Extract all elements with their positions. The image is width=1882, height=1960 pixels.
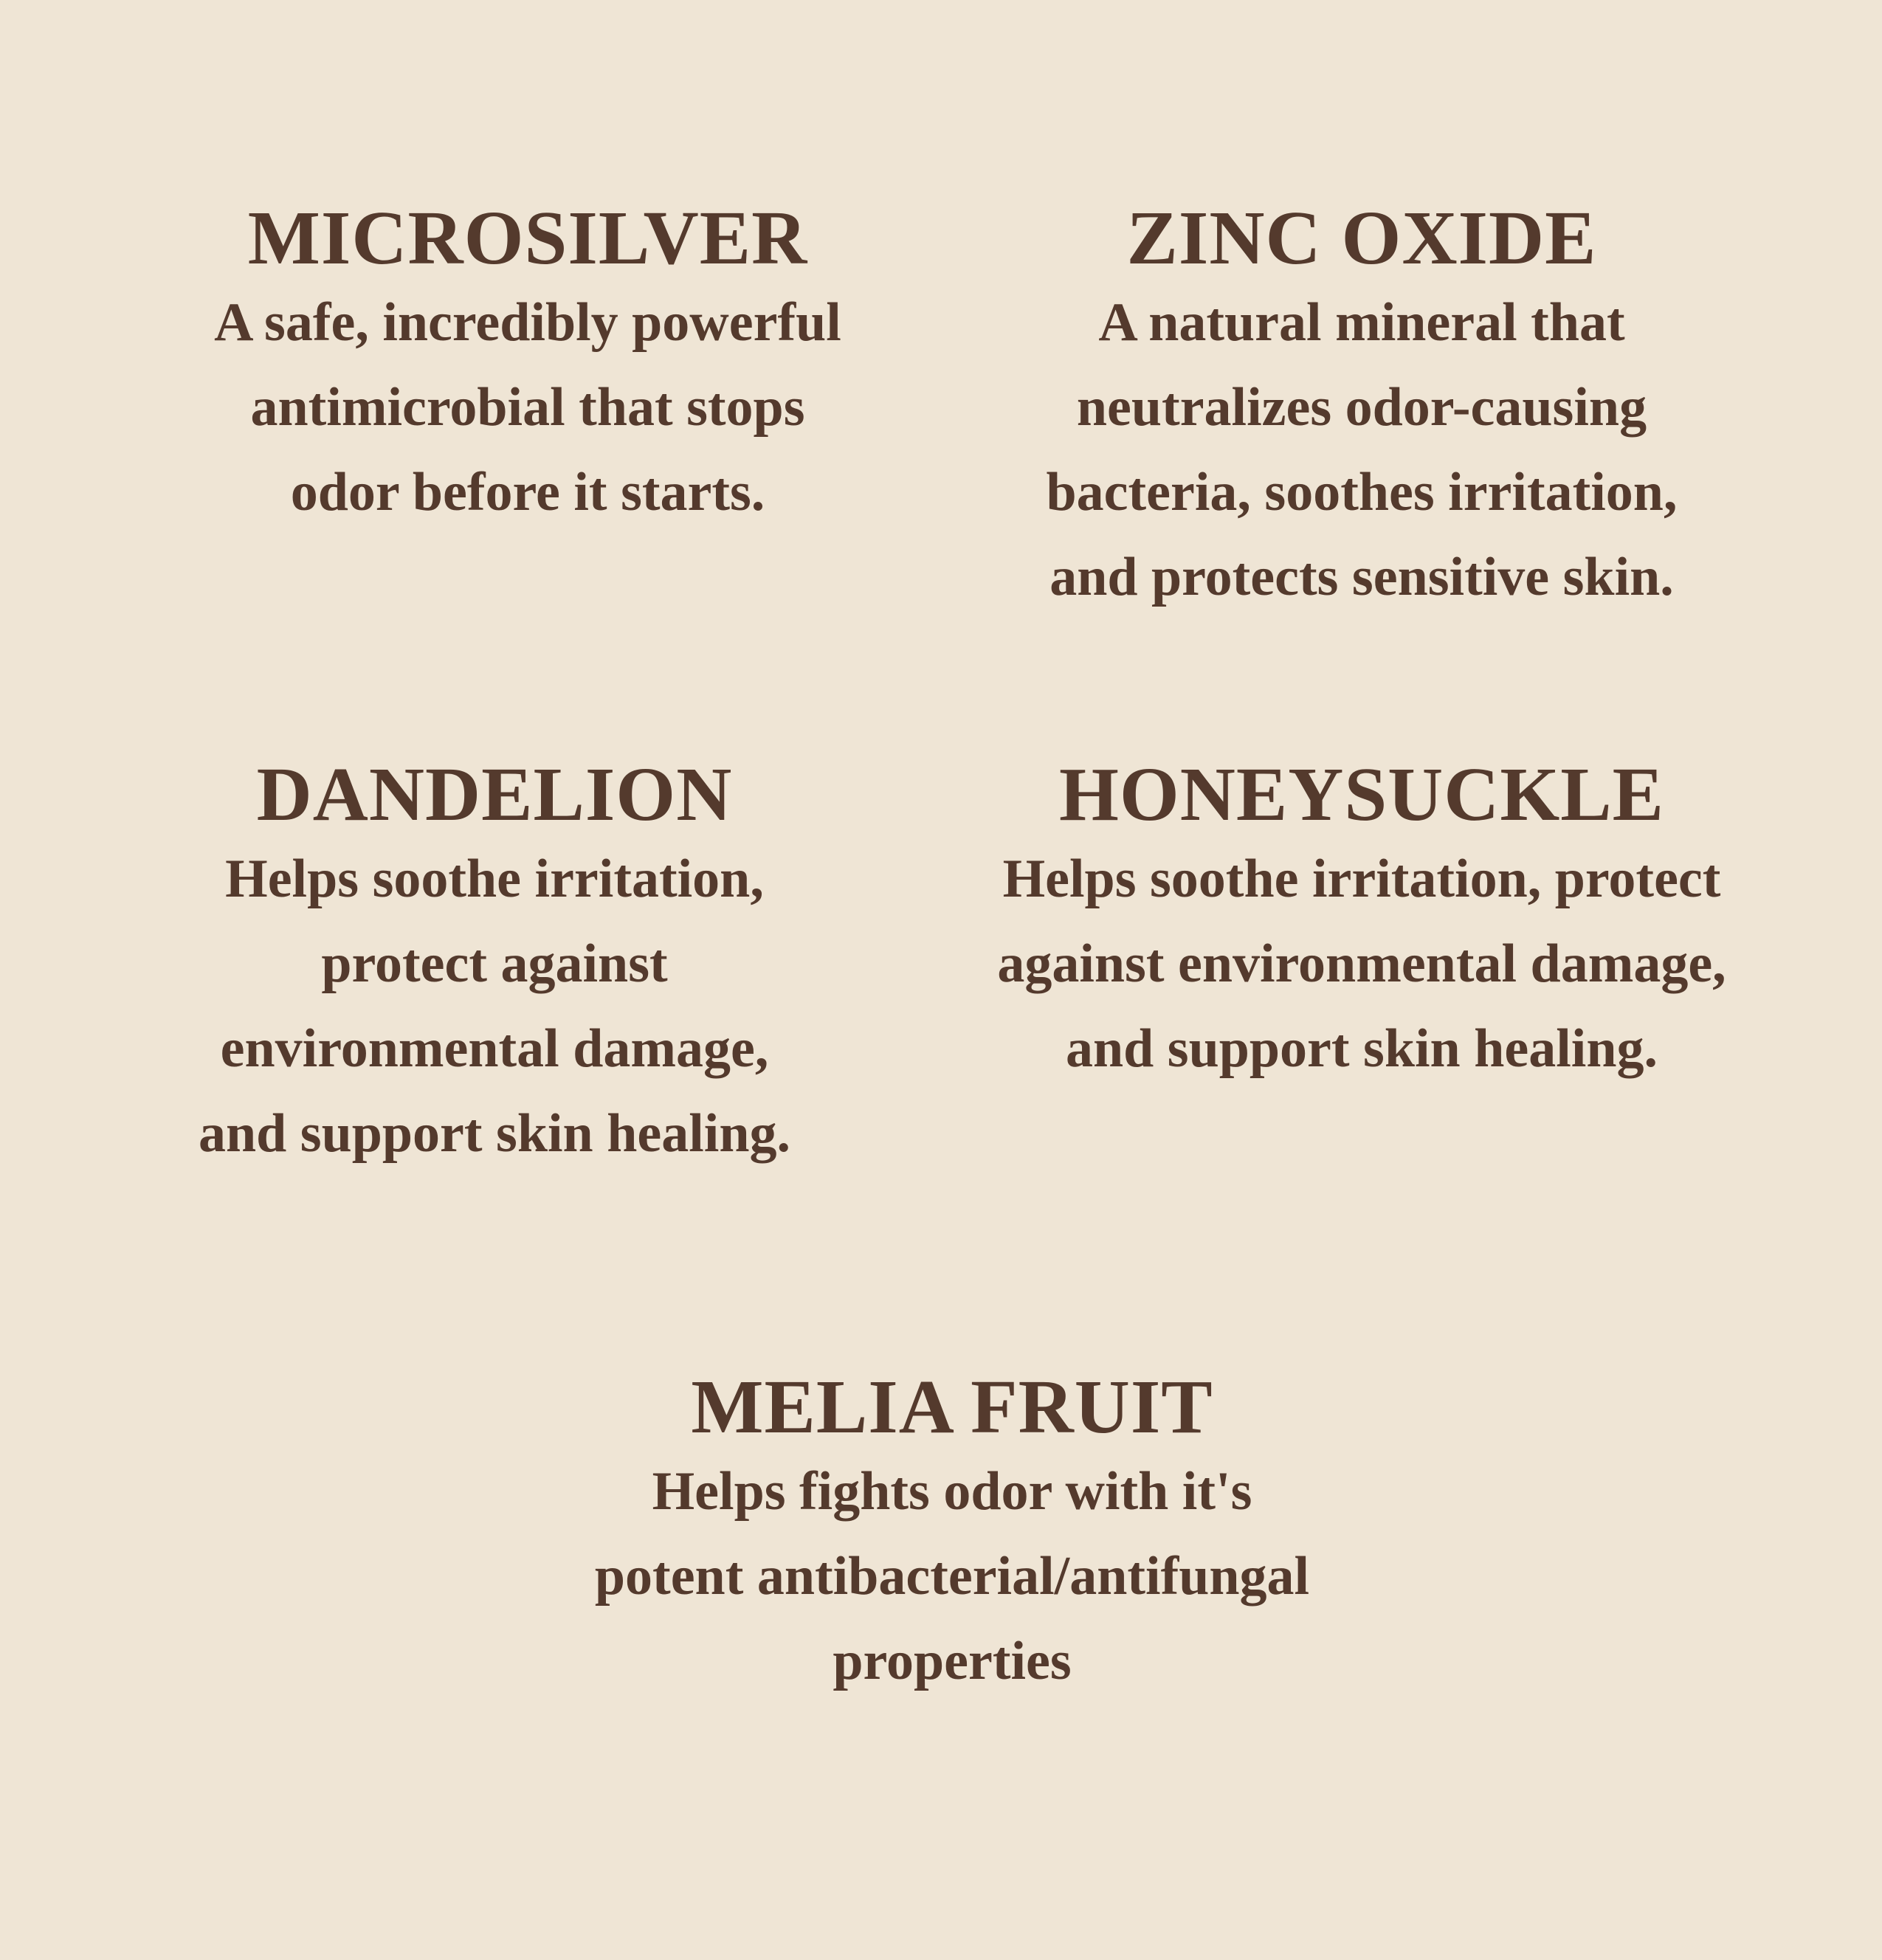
description-line: and support skin healing. bbox=[1065, 1018, 1658, 1079]
ingredient-description bbox=[148, 280, 908, 535]
description-line: Helps soothe irritation, bbox=[225, 849, 764, 909]
description-line: A safe, incredibly powerful bbox=[214, 292, 841, 353]
description-line: Helps soothe irritation, protect bbox=[1002, 849, 1721, 909]
ingredient-description bbox=[952, 837, 1771, 1091]
description-line: environmental damage, bbox=[220, 1018, 769, 1079]
ingredient-microsilver bbox=[148, 198, 908, 535]
ingredient-title: MICROSILVER bbox=[247, 196, 808, 280]
description-line: properties bbox=[833, 1631, 1072, 1691]
ingredient-description bbox=[517, 1449, 1388, 1704]
ingredient-description bbox=[982, 280, 1742, 620]
ingredient-title: HONEYSUCKLE bbox=[1058, 752, 1665, 837]
ingredient-description bbox=[118, 837, 871, 1176]
description-line: A natural mineral that bbox=[1098, 292, 1625, 353]
description-line: odor before it starts. bbox=[290, 462, 765, 522]
ingredient-title: DANDELION bbox=[256, 752, 733, 837]
description-line: and protects sensitive skin. bbox=[1049, 547, 1674, 607]
description-line: potent antibacterial/antifungal bbox=[594, 1546, 1310, 1607]
ingredient-honeysuckle bbox=[952, 754, 1771, 1091]
description-line: Helps fights odor with it's bbox=[652, 1461, 1252, 1522]
ingredient-title: ZINC OXIDE bbox=[1126, 196, 1597, 280]
ingredient-zinc-oxide bbox=[982, 198, 1742, 620]
description-line: against environmental damage, bbox=[997, 934, 1726, 994]
description-line: protect against bbox=[321, 934, 668, 994]
ingredient-melia-fruit bbox=[517, 1364, 1388, 1704]
description-line: bacteria, soothes irritation, bbox=[1046, 462, 1678, 522]
description-line: neutralizes odor-causing bbox=[1076, 377, 1647, 438]
description-line: antimicrobial that stops bbox=[250, 377, 805, 438]
ingredient-dandelion bbox=[118, 754, 871, 1176]
ingredient-title: MELIA FRUIT bbox=[691, 1364, 1213, 1449]
description-line: and support skin healing. bbox=[198, 1103, 790, 1164]
